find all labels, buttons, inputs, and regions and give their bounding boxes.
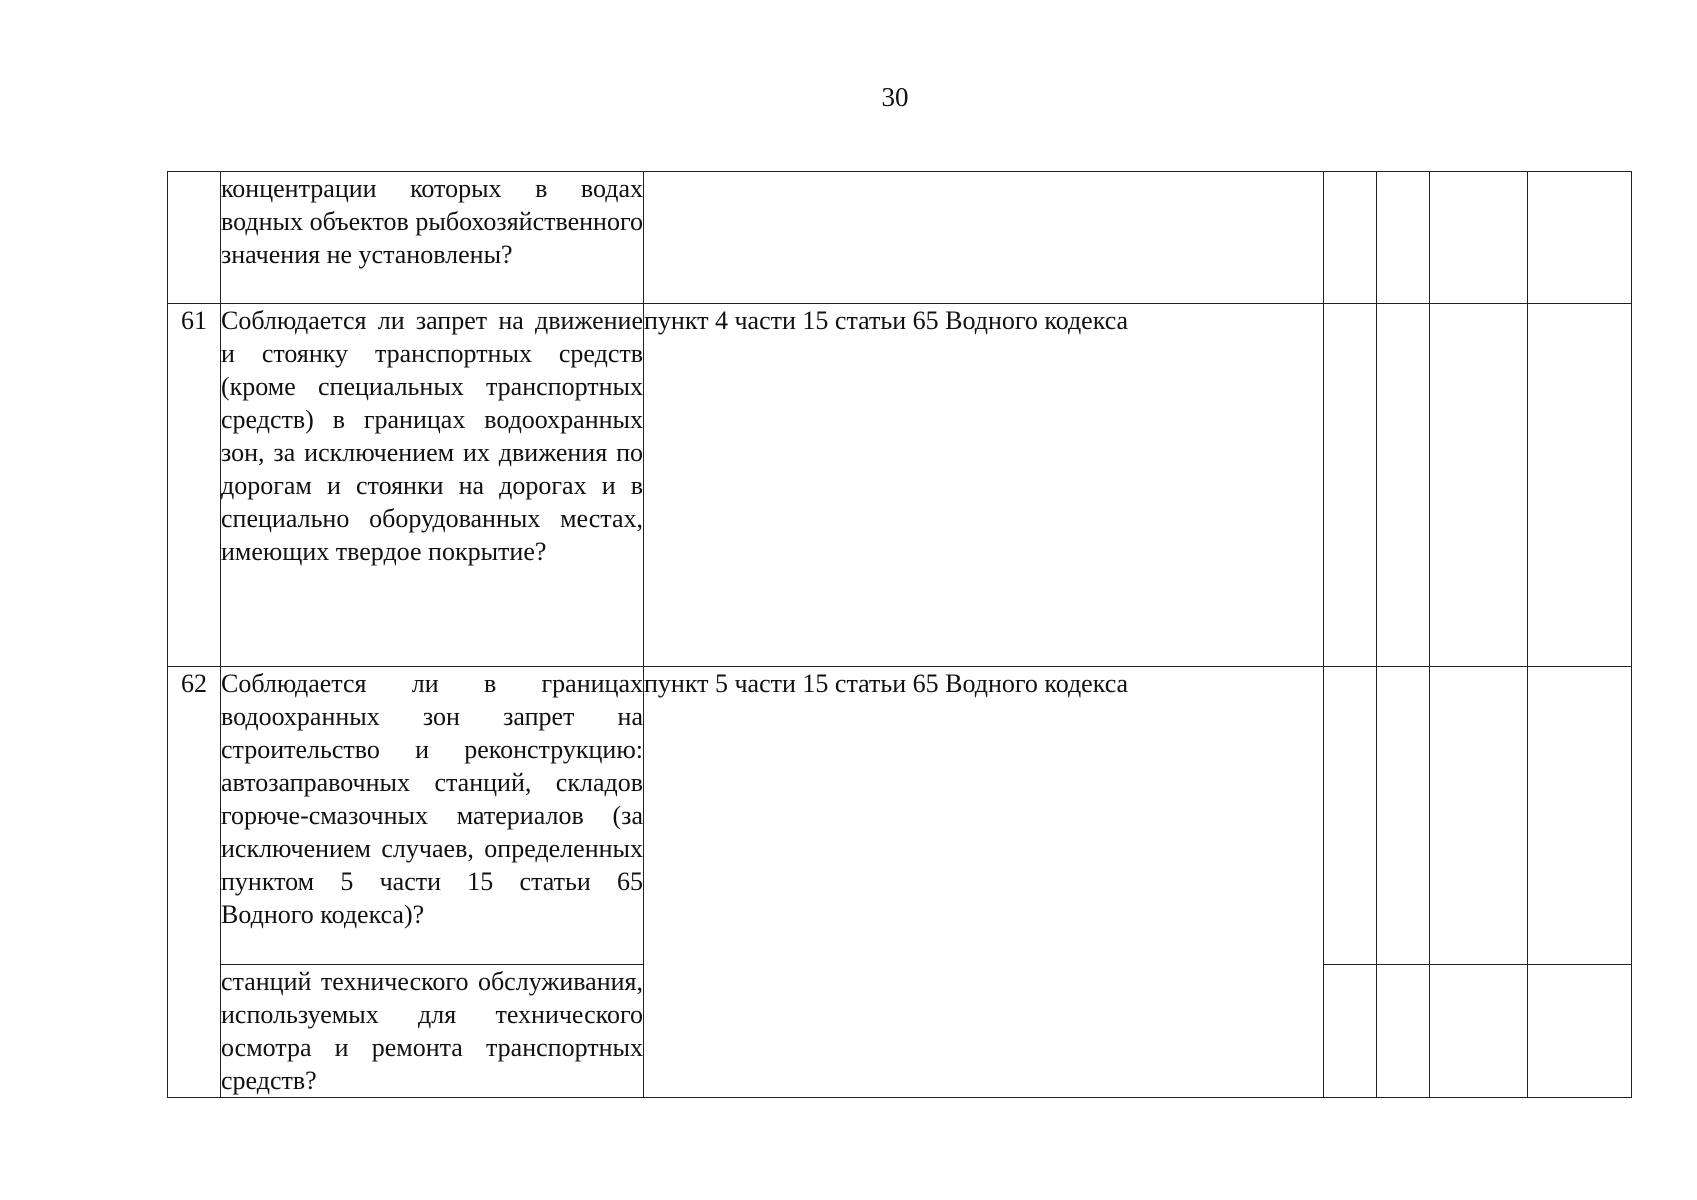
reference-cell: пункт 4 части 15 статьи 65 Водного кодекса bbox=[644, 304, 1324, 667]
note-cell bbox=[1528, 304, 1632, 667]
table-row bbox=[168, 304, 1632, 667]
answer-na-cell bbox=[1430, 304, 1528, 667]
question-cell: Соблюдается ли в границах водоохранных зон запрет на строительство и реконструкцию: автозаправочных станций, складов горюче-смазочных материалов (за исключением случаев, определенных пунктом 5 части 15 статьи 65 Водного кодекса)? bbox=[221, 667, 644, 965]
page-number: 30 bbox=[881, 82, 909, 112]
answer-no-cell bbox=[1377, 304, 1430, 667]
question-cell: Соблюдается ли запрет на движение и стоянку транспортных средств (кроме специальных транспортных средств) в границах водоохранных зон, за исключением их движения по дорогам и стоянки на дорогах и в специально оборудованных местах, имеющих твердое покрытие? bbox=[221, 304, 644, 667]
table-row bbox=[168, 172, 1632, 304]
answer-no-cell bbox=[1377, 965, 1430, 1098]
reference-cell bbox=[644, 172, 1324, 304]
answer-no-cell bbox=[1377, 667, 1430, 965]
checklist-table bbox=[167, 171, 1632, 1098]
note-cell bbox=[1528, 965, 1632, 1098]
answer-no-cell bbox=[1377, 172, 1430, 304]
row-number-cell: 62 bbox=[168, 667, 221, 1098]
reference-cell: пункт 5 части 15 статьи 65 Водного кодекса bbox=[644, 667, 1324, 1098]
note-cell bbox=[1528, 172, 1632, 304]
answer-na-cell bbox=[1430, 667, 1528, 965]
row-number-cell: 61 bbox=[168, 304, 221, 667]
sub-question-cell: станций технического обслуживания, используемых для технического осмотра и ремонта транспортных средств? bbox=[221, 965, 644, 1098]
answer-yes-cell bbox=[1324, 965, 1377, 1098]
answer-yes-cell bbox=[1324, 304, 1377, 667]
table-row bbox=[168, 667, 1632, 965]
answer-yes-cell bbox=[1324, 172, 1377, 304]
answer-na-cell bbox=[1430, 965, 1528, 1098]
question-cell: концентрации которых в водах водных объектов рыбохозяйственного значения не установлены? bbox=[221, 172, 644, 304]
answer-yes-cell bbox=[1324, 667, 1377, 965]
note-cell bbox=[1528, 667, 1632, 965]
answer-na-cell bbox=[1430, 172, 1528, 304]
row-number-cell bbox=[168, 172, 221, 304]
